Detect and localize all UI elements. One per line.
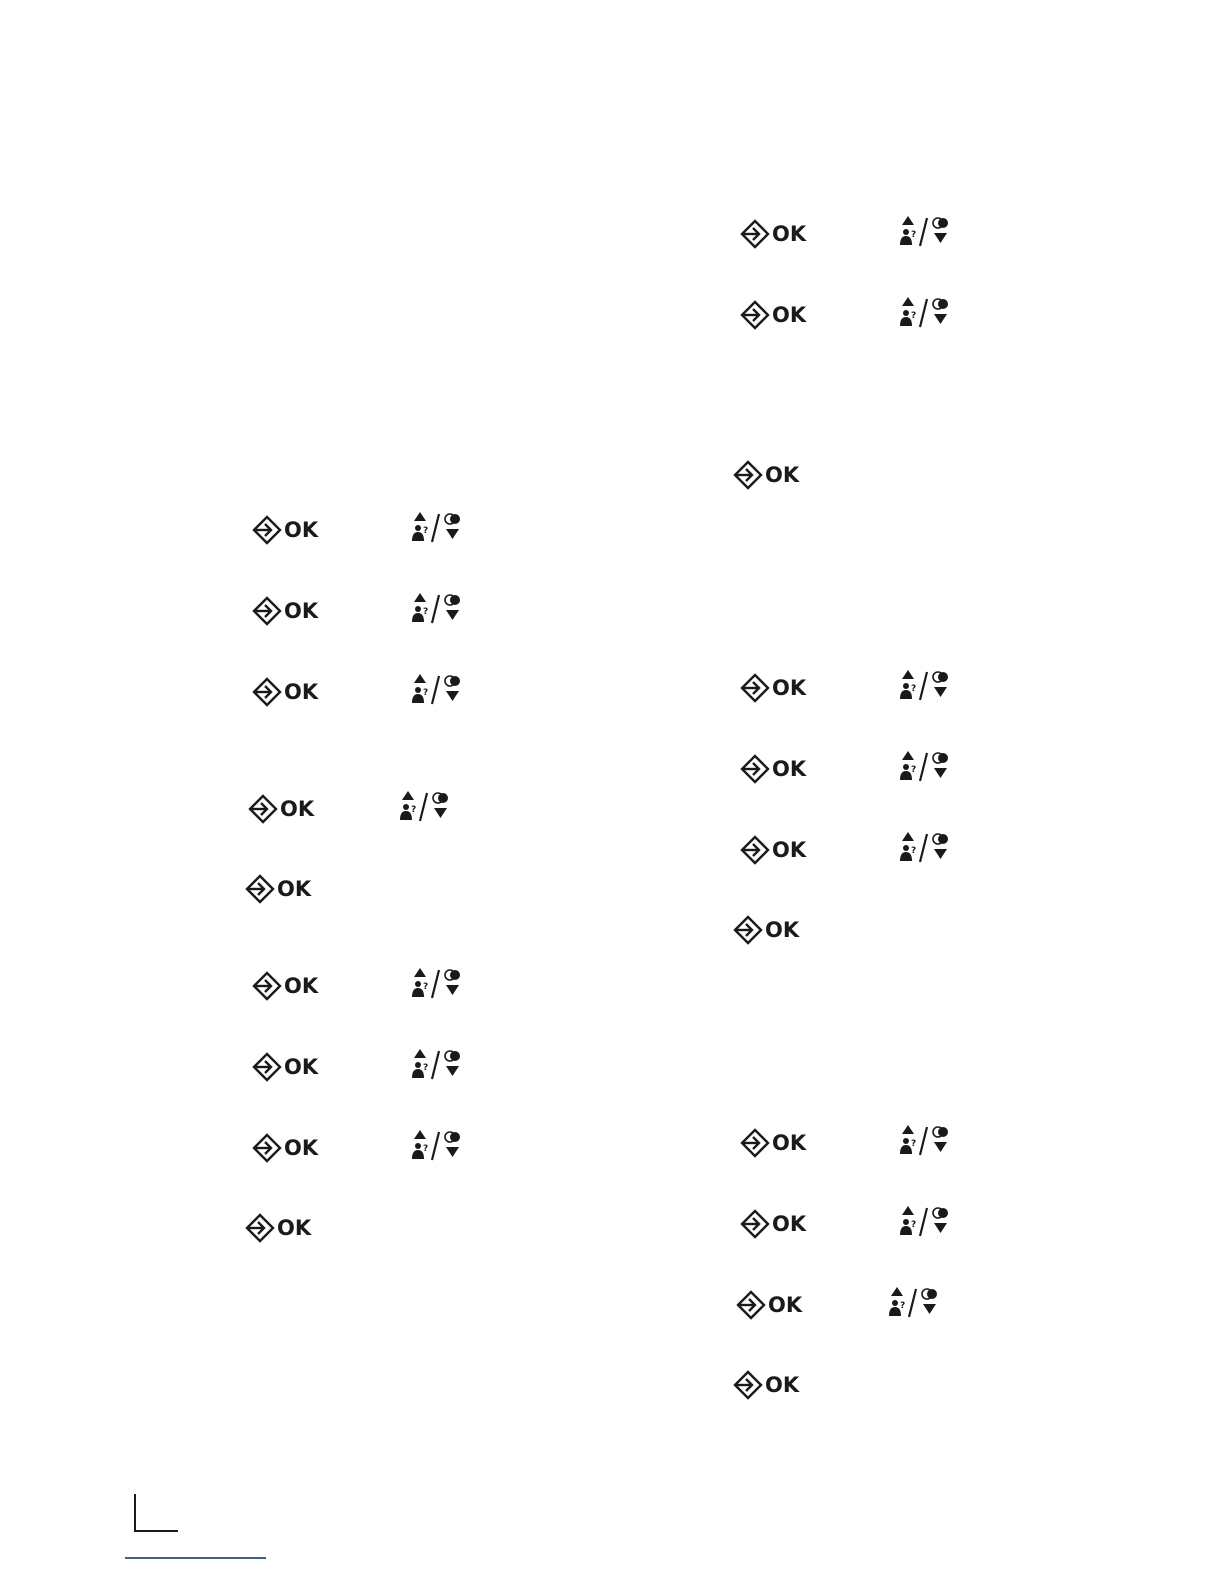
- up-down-navigation-icon: [411, 511, 465, 545]
- ok-label: OK: [284, 517, 319, 542]
- right-ok-key-11: [733, 1370, 799, 1400]
- svg-text:?: ?: [411, 805, 417, 815]
- ok-label: OK: [284, 1135, 319, 1160]
- right-nav-key-9: [899, 1207, 953, 1237]
- up-down-navigation-icon: [899, 296, 953, 330]
- right-nav-key-6: [899, 833, 953, 863]
- enter-arrow-icon: [252, 596, 282, 626]
- svg-text:?: ?: [423, 982, 429, 992]
- left-nav-key-7: [411, 1050, 465, 1080]
- up-down-navigation-icon: [411, 673, 465, 707]
- enter-arrow-icon: [733, 1370, 763, 1400]
- enter-arrow-icon: [733, 915, 763, 945]
- right-nav-key-5: [899, 752, 953, 782]
- ok-label: OK: [284, 1054, 319, 1079]
- left-nav-key-1: [411, 513, 465, 543]
- enter-arrow-icon: [245, 1213, 275, 1243]
- svg-text:?: ?: [423, 1063, 429, 1073]
- enter-arrow-icon: [248, 794, 278, 824]
- svg-text:?: ?: [423, 1144, 429, 1154]
- right-ok-key-7: [733, 915, 799, 945]
- right-nav-key-8: [899, 1126, 953, 1156]
- left-ok-key-5: [245, 874, 311, 904]
- svg-text:?: ?: [911, 684, 917, 694]
- svg-text:?: ?: [423, 688, 429, 698]
- enter-arrow-icon: [736, 1290, 766, 1320]
- left-ok-key-8: [252, 1133, 318, 1163]
- enter-arrow-icon: [740, 1209, 770, 1239]
- right-ok-key-9: [740, 1209, 806, 1239]
- up-down-navigation-icon: [899, 1124, 953, 1158]
- right-nav-key-10: [888, 1288, 942, 1318]
- ok-label: OK: [765, 462, 800, 487]
- enter-arrow-icon: [252, 1052, 282, 1082]
- enter-arrow-icon: [740, 219, 770, 249]
- enter-arrow-icon: [740, 1128, 770, 1158]
- svg-text:?: ?: [911, 765, 917, 775]
- ok-label: OK: [277, 1215, 312, 1240]
- up-down-navigation-icon: [411, 1048, 465, 1082]
- ok-label: OK: [772, 675, 807, 700]
- ok-label: OK: [277, 876, 312, 901]
- ok-label: OK: [284, 973, 319, 998]
- svg-text:?: ?: [911, 311, 917, 321]
- enter-arrow-icon: [740, 754, 770, 784]
- ok-label: OK: [772, 837, 807, 862]
- enter-arrow-icon: [740, 300, 770, 330]
- corner-mark: [134, 1494, 178, 1532]
- right-ok-key-4: [740, 673, 806, 703]
- svg-text:?: ?: [423, 526, 429, 536]
- right-ok-key-6: [740, 835, 806, 865]
- right-ok-key-3: [733, 460, 799, 490]
- up-down-navigation-icon: [411, 592, 465, 626]
- left-nav-key-4: [399, 792, 453, 822]
- right-ok-key-5: [740, 754, 806, 784]
- right-ok-key-2: [740, 300, 806, 330]
- svg-text:?: ?: [423, 607, 429, 617]
- enter-arrow-icon: [245, 874, 275, 904]
- right-nav-key-1: [899, 217, 953, 247]
- right-ok-key-1: [740, 219, 806, 249]
- ok-label: OK: [772, 1130, 807, 1155]
- enter-arrow-icon: [733, 460, 763, 490]
- enter-arrow-icon: [252, 971, 282, 1001]
- left-ok-key-4: [248, 794, 314, 824]
- svg-text:?: ?: [911, 1220, 917, 1230]
- enter-arrow-icon: [740, 835, 770, 865]
- svg-text:?: ?: [911, 846, 917, 856]
- right-nav-key-2: [899, 298, 953, 328]
- ok-label: OK: [772, 302, 807, 327]
- left-ok-key-2: [252, 596, 318, 626]
- svg-text:?: ?: [911, 230, 917, 240]
- enter-arrow-icon: [252, 515, 282, 545]
- enter-arrow-icon: [252, 1133, 282, 1163]
- ok-label: OK: [765, 917, 800, 942]
- left-nav-key-2: [411, 594, 465, 624]
- left-ok-key-7: [252, 1052, 318, 1082]
- up-down-navigation-icon: [899, 831, 953, 865]
- up-down-navigation-icon: [411, 1129, 465, 1163]
- enter-arrow-icon: [740, 673, 770, 703]
- up-down-navigation-icon: [899, 215, 953, 249]
- ok-label: OK: [772, 1211, 807, 1236]
- up-down-navigation-icon: [899, 750, 953, 784]
- ok-label: OK: [280, 796, 315, 821]
- right-ok-key-8: [740, 1128, 806, 1158]
- right-nav-key-4: [899, 671, 953, 701]
- svg-text:?: ?: [900, 1301, 906, 1311]
- ok-label: OK: [765, 1372, 800, 1397]
- left-ok-key-3: [252, 677, 318, 707]
- svg-text:?: ?: [911, 1139, 917, 1149]
- enter-arrow-icon: [252, 677, 282, 707]
- left-ok-key-1: [252, 515, 318, 545]
- up-down-navigation-icon: [399, 790, 453, 824]
- footer-rule: [125, 1557, 266, 1559]
- left-ok-key-6: [252, 971, 318, 1001]
- up-down-navigation-icon: [899, 1205, 953, 1239]
- ok-label: OK: [772, 221, 807, 246]
- ok-label: OK: [284, 598, 319, 623]
- ok-label: OK: [284, 679, 319, 704]
- left-nav-key-3: [411, 675, 465, 705]
- left-nav-key-8: [411, 1131, 465, 1161]
- up-down-navigation-icon: [899, 669, 953, 703]
- left-nav-key-6: [411, 969, 465, 999]
- ok-label: OK: [772, 756, 807, 781]
- right-ok-key-10: [736, 1290, 802, 1320]
- up-down-navigation-icon: [411, 967, 465, 1001]
- up-down-navigation-icon: [888, 1286, 942, 1320]
- left-ok-key-9: [245, 1213, 311, 1243]
- ok-label: OK: [768, 1292, 803, 1317]
